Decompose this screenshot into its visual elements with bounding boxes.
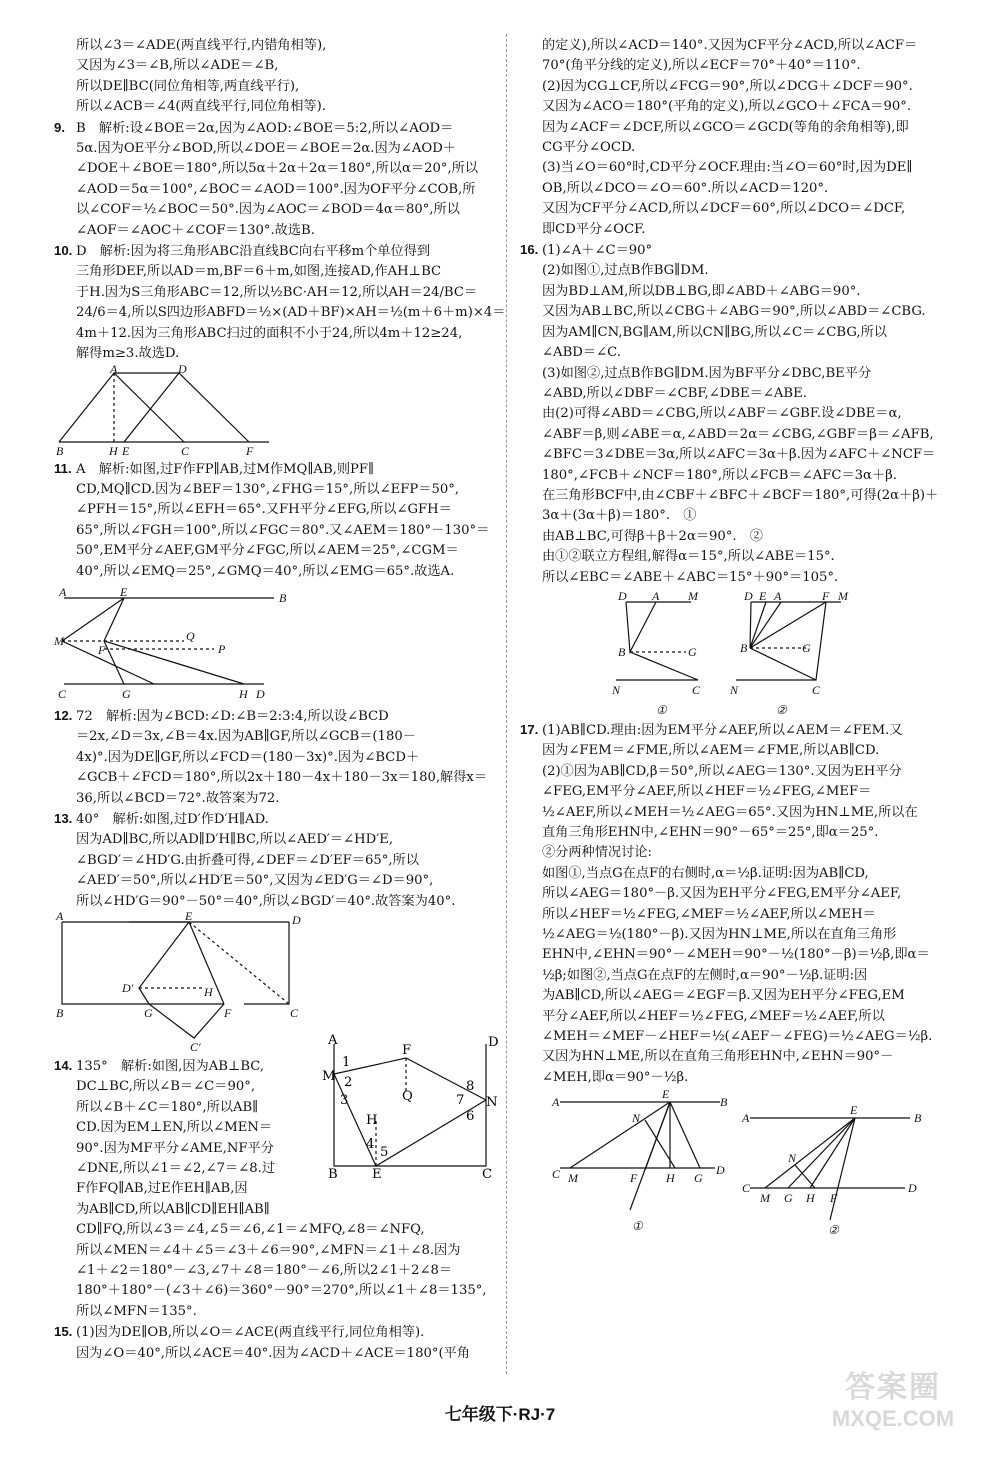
figure-label: G [802, 640, 811, 655]
line-text: 因为BD⊥AM,所以DB⊥BG,即∠ABD＋∠ABG＝90°. [542, 283, 861, 299]
text-line [54, 1220, 492, 1240]
line-text: 40° 解析:如图,过D′作D′H∥AD. [76, 811, 269, 827]
figure-label: 6 [466, 1109, 475, 1124]
figure-label: C [812, 682, 821, 697]
text-line [54, 180, 492, 200]
line-text: (2)①因为AB∥CD,β＝50°,所以∠AEG＝130°.又因为EH平分 [542, 763, 902, 779]
line-text: A 解析:如图,过F作FP∥AB,过M作MQ∥AB,则PF∥ [76, 461, 375, 477]
figure-label: G [144, 1006, 153, 1020]
figure-label: A [110, 361, 118, 376]
figure-label: F [224, 1006, 232, 1020]
figure-label: D [488, 1035, 499, 1050]
figure-label: D [292, 913, 301, 927]
question-number: 10. [54, 243, 73, 259]
figure-label: M [688, 588, 698, 603]
line-text: 为AB∥CD,所以∠AEG＝∠EGF＝β.又因为EH平分∠FEG,EM [542, 988, 905, 1004]
figure-label: A [774, 588, 782, 603]
figure-label: N [788, 1151, 797, 1166]
text-line [520, 97, 960, 117]
text-line [520, 282, 960, 302]
text-line [520, 179, 960, 199]
line-text: 直角三角形EHN中,∠EHN＝90°－65°＝25°,即α＝25°. [542, 825, 879, 840]
line-text: DC⊥BC,所以∠B＝∠C＝90°, [76, 1079, 256, 1095]
line-text: 于H.因为S三角形ABC＝12,所以½BC·AH＝12,所以AH＝24/BC＝ [76, 284, 478, 300]
text-line [520, 158, 960, 178]
question-number: 17. [520, 721, 539, 737]
text-line [520, 343, 960, 363]
figure-label: 3 [340, 1093, 349, 1108]
question-start-line [54, 1322, 492, 1343]
line-text: 所以∠MFN＝135°. [76, 1303, 197, 1319]
line-text: 50°,EM平分∠AEF,GM平分∠FGC,所以∠AEM＝25°,∠CGM＝ [76, 543, 459, 559]
text-line [54, 768, 492, 788]
question-number: 15. [54, 1324, 73, 1340]
figure-label: D [178, 361, 187, 376]
figure-label: M [322, 1069, 336, 1084]
figure-label: B [914, 1111, 922, 1126]
line-text: ∠MEH＝∠MEF－∠HEF＝½(∠AEF－∠FEG)＝½∠AEG＝½β. [542, 1029, 933, 1045]
text-line [520, 425, 960, 445]
figure-label: A [328, 1033, 338, 1048]
line-text: 因为AD∥BC,所以AD∥D′H∥BC,所以∠AED′＝∠HD′E, [76, 832, 394, 848]
right-column [520, 36, 960, 1242]
figure-label: B [618, 644, 626, 659]
line-text: 即CD平分∠OCF. [542, 221, 646, 237]
text-line [520, 823, 960, 843]
watermark-url: MXQE.COM [831, 1406, 955, 1431]
text-line [520, 966, 960, 986]
text-line [54, 748, 492, 768]
line-text: ∠1＋∠2＝180°－∠3,∠7＋∠8＝180°－∠6,所以2∠1＋2∠8＝ [76, 1263, 453, 1279]
figure-label: C [58, 686, 67, 701]
question-start-line [520, 720, 960, 741]
figure-16 [612, 588, 856, 718]
text-line [54, 892, 492, 912]
figure-label: 7 [456, 1093, 465, 1108]
text-line [520, 925, 960, 945]
figure-label: B [56, 443, 64, 458]
figure-label: H [109, 443, 118, 458]
question-start-line [54, 241, 492, 262]
line-text: 又因为∠3＝∠B,所以∠ADE＝∠B, [76, 58, 279, 74]
question-number: 16. [520, 242, 539, 258]
figure-label: ① [632, 1219, 643, 1234]
figure-label: B [328, 1167, 338, 1182]
figure-label: ② [776, 702, 787, 717]
figure-label: Q [186, 628, 195, 643]
figure-label: A [742, 1111, 750, 1126]
figure-label: ① [656, 702, 667, 717]
figure-label: G [784, 1191, 793, 1206]
text-line [54, 871, 492, 891]
line-text: 如图①,当点G在点F的右侧时,α＝½β.证明:因为AB∥CD, [542, 865, 869, 881]
text-line [54, 1302, 492, 1322]
text-line [54, 221, 492, 241]
text-line [520, 323, 960, 343]
text-line [54, 562, 492, 582]
figure-label: B [720, 1095, 728, 1110]
text-line [520, 741, 960, 761]
text-line [54, 500, 492, 520]
figure-label: ② [828, 1223, 839, 1238]
line-text: 又因为CF平分∠ACD,所以∠DCF＝60°,所以∠DCO＝∠DCF, [542, 201, 906, 217]
text-line [54, 789, 492, 809]
line-text: ∠ABF＝β,则∠ABE＝α,∠ABD＝2α＝∠CBG,∠GBF＝β＝∠AFB, [542, 426, 934, 442]
line-text: 由AB⊥BC,可得β＋β＋2α＝90°. ② [542, 528, 763, 544]
figure-label: B [740, 640, 748, 655]
line-text: 4x)°.因为DE∥GF,所以∠FCD＝(180－3x)°.因为∠BCD＋ [76, 749, 420, 765]
figure-label: H [366, 1113, 378, 1128]
watermark-text: 答案圈 [845, 1371, 941, 1404]
line-text: 在三角形BCF中,由∠CBF＋∠BFC＋∠BCF＝180°,可得(2α＋β)＋ [542, 487, 939, 503]
line-text: B 解析:设∠BOE＝2α,因为∠AOD:∠BOE＝5:2,所以∠AOD＝ [76, 120, 454, 136]
question-start-line [54, 706, 492, 727]
figure-label: D [618, 588, 627, 603]
line-text: CD,MQ∥CD.因为∠BEF＝130°,∠FHG＝15°,所以∠EFP＝50°, [76, 481, 460, 497]
figure-label: H [806, 1191, 815, 1206]
question-number: 14. [54, 1058, 73, 1073]
line-text: 以∠COF＝½∠BOC＝50°.因为∠AOC＝∠BOD＝4α＝80°,所以 [76, 202, 460, 218]
text-line [520, 843, 960, 863]
figure-label: B [56, 1006, 64, 1020]
text-line [54, 521, 492, 541]
figure-label: C [742, 1181, 751, 1196]
line-text: ∠AED′＝50°,所以∠HD′E＝50°,又因为∠ED′G＝∠D＝90°, [76, 873, 434, 889]
line-text: 解得m≥3.故选D. [76, 346, 180, 362]
text-line [520, 884, 960, 904]
line-text: ∠PFH＝15°,所以∠EFH＝65°.又FH平分∠EFG,所以∠GFH＝ [76, 502, 452, 518]
text-line [520, 466, 960, 486]
line-text: ½∠AEG＝½(180°－β).又因为HN⊥ME,所以在直角三角形 [542, 927, 897, 943]
text-line [520, 261, 960, 281]
figure-label: M [760, 1191, 770, 1206]
figure-label: A [56, 909, 64, 923]
figure-label: D [716, 1163, 725, 1178]
line-text: (1)因为DE∥OB,所以∠O＝∠ACE(两直线平行,同位角相等). [76, 1325, 425, 1341]
figure-label: G [688, 644, 697, 659]
question-start-line [54, 809, 492, 830]
text-line [54, 727, 492, 747]
figure-label: H [204, 985, 213, 999]
text-line [520, 568, 960, 588]
text-line [520, 404, 960, 424]
text-line [520, 945, 960, 965]
text-line [520, 486, 960, 506]
text-line [520, 527, 960, 547]
text-line [54, 283, 492, 303]
text-line [520, 302, 960, 322]
text-line [54, 303, 506, 323]
figure-label: E [122, 443, 130, 458]
line-text: ∠FEG,EM平分∠AEF,所以∠HEF＝½∠FEG,∠MEF＝ [542, 784, 872, 800]
text-line [520, 77, 960, 97]
figure-label: C [290, 1006, 299, 1020]
line-text: 36,所以∠BCD＝72°.故答案为72. [76, 790, 280, 806]
line-text: 3α＋(3α＋β)＝180°. ① [542, 508, 697, 524]
figure-label: P [218, 641, 226, 656]
question-number: 12. [54, 707, 73, 723]
line-text: 4m＋12.因为三角形ABC扫过的面积不小于24,所以4m＋12≥24, [76, 325, 463, 341]
text-line [54, 1179, 492, 1199]
text-line [54, 159, 492, 179]
text-line [520, 803, 960, 823]
text-line [520, 364, 960, 384]
figure-label: D′ [122, 981, 134, 995]
figure-label: F [402, 1043, 412, 1058]
figure-label: N [612, 682, 621, 697]
figure-label: 8 [466, 1079, 475, 1094]
line-text: ∠DOE＋∠BOE＝180°,所以5α＋2α＋2α＝180°,所以α＝20°,所以 [76, 161, 479, 177]
line-text: (1)AB∥CD.理由:因为EM平分∠AEF,所以∠AEM＝∠FEM.又 [542, 722, 903, 738]
text-line [54, 480, 492, 500]
figure-label: C′ [190, 1040, 201, 1054]
text-line [520, 986, 960, 1006]
line-text: 所以∠MEN＝∠4＋∠5＝∠3＋∠6＝90°,∠MFN＝∠1＋∠8.因为 [76, 1242, 461, 1258]
text-line [54, 1261, 492, 1281]
page-footer: 七年级下·RJ·7 [444, 1405, 556, 1424]
figure-label: E [759, 588, 767, 603]
figure-10 [54, 361, 284, 458]
figure-label: 5 [380, 1145, 389, 1160]
text-line [54, 344, 492, 364]
line-text: 70°(角平分线的定义),所以∠ECF＝70°＋40°＝110°. [542, 58, 861, 74]
text-line [520, 762, 960, 782]
figure-label: 4 [366, 1137, 375, 1152]
text-line [520, 1007, 960, 1027]
line-text: (3)当∠O＝60°时,CD平分∠OCF.理由:当∠O＝60°时,因为DE∥ [542, 160, 913, 176]
figure-label: H [239, 686, 248, 701]
line-text: ∠ABD＝∠C. [542, 345, 621, 361]
line-text: 平分∠AEF,所以∠HEF＝½∠FEG,∠MEF＝½∠AEF,所以 [542, 1008, 885, 1024]
text-line [520, 1027, 960, 1047]
figure-label: 1 [342, 1055, 351, 1070]
figure-label: F [98, 642, 106, 657]
line-text: ∠AOD＝5α＝100°,∠BOC＝∠AOD＝100°.因为OF平分∠COB,所 [76, 181, 476, 197]
line-text: ½β;如图②,当点G在点F的左侧时,α＝90°－½β.证明:因 [542, 967, 868, 983]
line-text: ∠AOF＝∠AOC＋∠COF＝130°.故选B. [76, 222, 315, 238]
text-line [54, 324, 492, 344]
line-text: ∠MEH,即α＝90°－½β. [542, 1069, 689, 1085]
text-line [520, 905, 960, 925]
line-text: 所以∠EBC＝∠ABE＋∠ABC＝15°＋90°＝105°. [542, 569, 839, 585]
figure-label: E [372, 1167, 382, 1182]
text-line [520, 138, 960, 158]
text-line [54, 200, 492, 220]
line-text: 所以∠HD′G＝90°－50°＝40°,所以∠BGD′＝40°.故答案为40°. [76, 893, 456, 909]
line-text: (1)∠A＋∠C＝90° [542, 243, 653, 259]
text-line [54, 1281, 492, 1301]
figure-label: F [246, 443, 254, 458]
text-line [54, 851, 492, 871]
line-text: ∠BFC＝3∠DBE＝3α,所以∠AFC＝3α＋β.因为∠AFC＋∠NCF＝ [542, 447, 936, 463]
line-text: 180°,∠FCB＋∠NCF＝180°,所以∠FCB＝∠AFC＝3α＋β. [542, 467, 897, 483]
left-column [54, 36, 506, 1364]
figure-label: A [652, 588, 660, 603]
text-line [520, 445, 960, 465]
line-text: 因为∠O＝40°,所以∠ACE＝40°.因为∠ACD＋∠ACE＝180°(平角 [76, 1345, 470, 1361]
text-line [54, 262, 492, 282]
text-line [54, 1200, 492, 1220]
figure-label: A [552, 1095, 560, 1110]
text-line [520, 1047, 960, 1067]
figure-label: A [59, 584, 67, 599]
line-text: 5α.因为OE平分∠BOD,所以∠DOE＝∠BOE＝2α.因为∠AOD＋ [76, 141, 457, 157]
figure-label: N [730, 682, 739, 697]
figure-label: M [568, 1171, 578, 1186]
line-text: 三角形DEF,所以AD＝m,BF＝6＋m,如图,连接AD,作AH⊥BC [76, 264, 442, 280]
line-text: ½∠AEF,所以∠MEH＝½∠AEG＝65°.又因为HN⊥ME,所以在 [542, 804, 918, 820]
figure-label: F [830, 1191, 838, 1206]
line-text: 所以∠B＋∠C＝180°,所以AB∥ [76, 1099, 259, 1115]
text-line [54, 36, 492, 56]
line-text: 所以∠AEG＝180°－β.又因为EH平分∠FEG,EM平分∠AEF, [542, 886, 902, 902]
line-text: ∠GCB＋∠FCD＝180°,所以2x＋180－4x＋180－3x＝180,解得x＝ [76, 770, 488, 786]
line-text: 所以∠ACB＝∠4(两直线平行,同位角相等). [76, 99, 326, 115]
line-text: OB,所以∠DCO＝∠O＝60°.所以∠ACD＝120°. [542, 180, 829, 196]
figure-13 [54, 909, 304, 1054]
line-text: 因为AM∥CN,BG∥AM,所以CN∥BG,所以∠C＝∠CBG,所以 [542, 324, 887, 340]
line-text: F作FQ∥AB,过E作EH∥AB,因 [76, 1181, 248, 1197]
text-line [520, 547, 960, 567]
figure-label: Q [402, 1089, 413, 1104]
figure-label: F [630, 1171, 638, 1186]
line-text: 所以DE∥BC(同位角相等,两直线平行), [76, 78, 300, 94]
figure-label: G [694, 1171, 703, 1186]
line-text: 135° 解析:如图,因为AB⊥BC, [76, 1059, 265, 1074]
figure-17 [520, 1087, 950, 1240]
line-text: CD.因为EM⊥EN,所以∠MEN＝ [76, 1120, 273, 1136]
text-line [54, 139, 492, 159]
line-text: 90°.因为MF平分∠AME,NF平分 [76, 1140, 274, 1156]
line-text: 又因为AB⊥BC,所以∠CBG＋∠ABG＝90°,所以∠ABD＝∠CBG. [542, 304, 926, 320]
question-number: 9. [54, 119, 65, 135]
figure-label: E [662, 1087, 670, 1102]
line-text: 又因为HN⊥ME,所以在直角三角形EHN中,∠EHN＝90°－ [542, 1049, 894, 1065]
text-line [54, 77, 492, 97]
text-line [520, 864, 960, 884]
line-text: ∠BGD′＝∠HD′G.由折叠可得,∠DEF＝∠D′EF＝65°,所以 [76, 852, 419, 868]
figure-label: E [850, 1103, 858, 1118]
figure-label: M [838, 588, 848, 603]
text-line [54, 1344, 492, 1364]
text-line [520, 1068, 960, 1088]
line-text: ＝2x,∠D＝3x,∠B＝4x.因为AB∥GF,所以∠GCB＝(180－ [76, 729, 416, 745]
figure-label: D [256, 686, 265, 701]
line-text: 因为∠FEM＝∠FME,所以∠AEM＝∠FME,所以AB∥CD. [542, 743, 880, 759]
line-text: 所以∠HEF＝½∠FEG,∠MEF＝½∠AEF,所以∠MEH＝ [542, 906, 876, 922]
line-text: (3)如图②,过点B作BG∥DM.因为BF平分∠DBC,BE平分 [542, 365, 872, 381]
question-number: 11. [54, 460, 72, 476]
line-text: 由(2)可得∠ABD＝∠CBG,所以∠ABF＝∠GBF.设∠DBE＝α, [542, 406, 902, 422]
figure-label: E [120, 584, 128, 599]
text-line [54, 1241, 492, 1261]
line-text: 因为∠ACF＝∠DCF,所以∠GCO＝∠GCD(等角的余角相等),即 [542, 119, 909, 135]
line-text: 的定义),所以∠ACD＝140°.又因为CF平分∠ACD,所以∠ACF＝ [542, 38, 918, 53]
line-text: 所以∠3＝∠ADE(两直线平行,内错角相等), [76, 38, 327, 53]
figure-label: 2 [344, 1075, 353, 1090]
line-text: 由①②联立方程组,解得α＝15°,所以∠ABE＝15°. [542, 549, 835, 565]
column-divider [506, 34, 507, 1374]
text-line [520, 220, 960, 240]
text-line [520, 199, 960, 219]
text-line [520, 782, 960, 802]
text-line [520, 36, 960, 56]
figure-label: M [54, 633, 64, 648]
text-line [54, 56, 492, 76]
figure-label: E [185, 909, 193, 923]
line-text: CG平分∠OCD. [542, 140, 636, 156]
question-start-line [520, 240, 960, 261]
figure-label: N [632, 1111, 641, 1126]
question-number: 13. [54, 810, 73, 826]
figure-14 [322, 1033, 499, 1182]
figure-label: B [279, 590, 287, 605]
figure-label: C [181, 443, 190, 458]
text-line [54, 97, 492, 117]
figure-label: N [486, 1095, 498, 1110]
figure-label: D [908, 1181, 917, 1196]
line-text: 72 解析:因为∠BCD:∠D:∠B＝2:3:4,所以设∠BCD [76, 708, 389, 724]
figure-11 [54, 584, 304, 704]
line-text: ②分两种情况讨论: [542, 845, 652, 861]
text-line [520, 118, 960, 138]
line-text: D 解析:因为将三角形ABC沿直线BC向右平移m个单位得到 [76, 244, 431, 260]
line-text: 180°＋180°－(∠3＋∠6)＝360°－90°＝270°,所以∠1＋∠8＝135°, [76, 1283, 487, 1299]
line-text: 又因为∠ACO＝180°(平角的定义),所以∠GCO＋∠FCA＝90°. [542, 99, 912, 115]
text-line [54, 830, 492, 850]
figure-label: G [122, 686, 131, 701]
line-text: EHN中,∠EHN＝90°－∠MEH＝90°－½(180°－β)＝½β,即α＝ [542, 947, 930, 963]
watermark-logo [808, 1362, 978, 1432]
figure-label: H [666, 1171, 675, 1186]
line-text: 40°,所以∠EMQ＝25°,∠GMQ＝40°,所以∠EMG＝65°.故选A. [76, 563, 455, 579]
figure-label: C [552, 1167, 561, 1182]
line-text: 65°,所以∠FGH＝100°,所以∠FGC＝80°.又∠AEM＝180°－130°＝ [76, 522, 490, 538]
figure-label: D [744, 588, 753, 603]
figure-label: C [482, 1167, 493, 1182]
text-line [520, 384, 960, 404]
line-text: 为AB∥CD,所以AB∥CD∥EH∥AB∥ [76, 1201, 270, 1217]
text-line [54, 541, 492, 561]
line-text: (2)如图①,过点B作BG∥DM. [542, 263, 709, 279]
line-text: 24/6＝4,所以S四边形ABFD＝½×(AD＋BF)×AH＝½(m＋6＋m)×4＝ [76, 305, 506, 321]
line-text: ∠DNE,所以∠1＝∠2,∠7＝∠8.过 [76, 1161, 276, 1177]
line-text: (2)因为CG⊥CF,所以∠FCG＝90°,所以∠DCG＋∠DCF＝90°. [542, 78, 913, 94]
line-text: ∠ABD,所以∠DBF＝∠CBF,∠DBE＝∠ABE. [542, 385, 807, 401]
text-line [520, 506, 960, 526]
line-text: CD∥FQ,所以∠3＝∠4,∠5＝∠6,∠1＝∠MFQ,∠8＝∠NFQ, [76, 1222, 425, 1238]
question-start-line [54, 118, 492, 139]
question-start-line [54, 459, 492, 480]
figure-label: F [822, 588, 830, 603]
figure-label: C [692, 682, 701, 697]
text-line [520, 56, 960, 76]
